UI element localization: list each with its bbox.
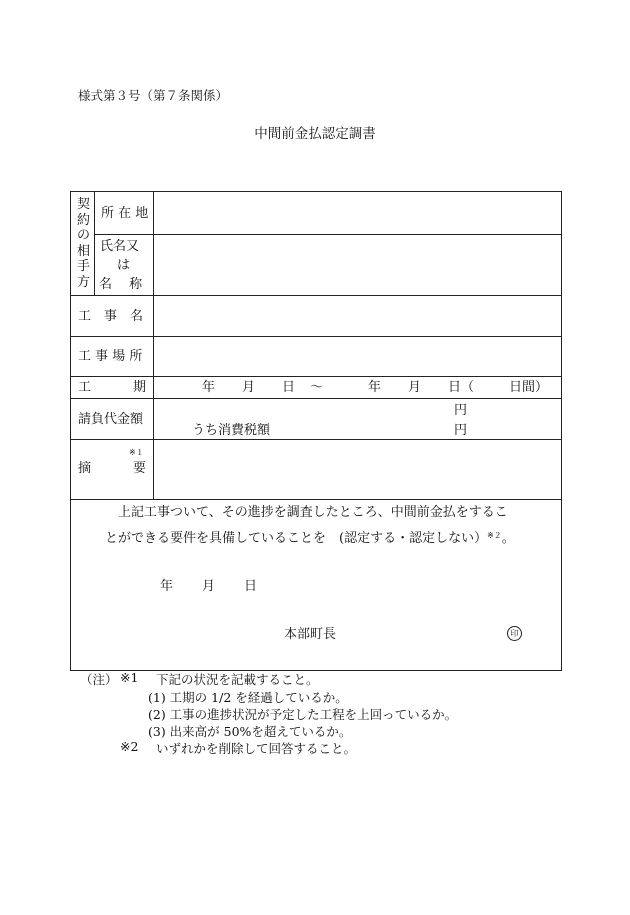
note1-text: 下記の状況を記載すること。 [156, 672, 319, 687]
contractor-label-char: 契 [77, 197, 91, 212]
row-divider [71, 499, 562, 500]
date-day: 日 [244, 579, 258, 594]
project-site-label: 工 事 場 所 [78, 349, 143, 364]
contract-amount-label: 請負代金額 [78, 412, 144, 427]
term-day-end: 日（ [448, 380, 475, 395]
term-year-end: 年 [368, 380, 382, 395]
term-label-1: 工 [78, 380, 92, 395]
contractor-label-char: 約 [77, 212, 91, 228]
summary-field[interactable] [154, 440, 561, 499]
project-name-field[interactable] [154, 296, 561, 336]
date-month: 月 [202, 579, 216, 594]
term-month-end: 月 [408, 380, 422, 395]
row-divider [71, 398, 562, 399]
term-days-total: 日間） [509, 380, 549, 395]
row-divider [71, 376, 562, 377]
contractor-label-char: 方 [77, 274, 91, 290]
term-day-start: 日 [282, 380, 296, 395]
summary-note-mark: ※１ [129, 448, 144, 457]
contract-amount-yen: 円 [454, 403, 468, 418]
name-label-line2: は [117, 258, 131, 273]
note1-sub3: (3) 出来高が 50%を超えているか。 [148, 724, 352, 739]
term-month-start: 月 [242, 380, 256, 395]
official-title: 本部町長 [284, 627, 337, 642]
term-label-2: 期 [133, 380, 147, 395]
note1-mark: ※1 [120, 670, 139, 685]
tax-label: うち消費税額 [192, 423, 271, 438]
contractor-label-char: の [77, 228, 91, 243]
certification-line2-text: とができる要件を具備していることを (認定する・認定しない） [105, 531, 488, 546]
project-name-label: 工 事 名 [78, 309, 144, 324]
seal-mark: 印 [507, 626, 522, 641]
summary-label-1: 摘 [78, 461, 92, 476]
address-field[interactable] [154, 193, 561, 234]
name-field[interactable] [154, 235, 561, 295]
note2-mark: ※2 [120, 739, 139, 754]
name-label-line1: 氏名又 [100, 239, 140, 254]
note1-sub1: (1) 工期の 1/2 を経過しているか。 [148, 690, 348, 705]
address-label: 所 在 地 [101, 206, 149, 221]
term-year-start: 年 [202, 380, 216, 395]
note2-text: いずれかを削除して回答すること。 [156, 741, 357, 756]
name-label-line3: 名 称 [99, 277, 143, 292]
tax-yen: 円 [454, 423, 468, 438]
certification-note-mark: ※２ [487, 531, 502, 540]
contractor-label-char: 相 [77, 243, 91, 259]
summary-label-2: 要 [133, 461, 147, 476]
notes-prefix: （注） [80, 672, 118, 687]
form-number: 様式第３号（第７条関係） [78, 88, 229, 103]
contractor-label [77, 197, 91, 290]
note1-sub2: (2) 工事の進捗状況が予定した工程を上回っているか。 [148, 707, 458, 722]
contractor-label-char: 手 [77, 259, 91, 274]
document-title: 中間前金払認定調書 [254, 126, 376, 142]
column-divider [94, 192, 95, 295]
certification-line2-end: 。 [501, 531, 515, 546]
certification-line2 [105, 532, 515, 545]
date-year: 年 [160, 579, 174, 594]
term-tilde: ～ [310, 380, 324, 395]
certification-form-table [70, 191, 562, 671]
certification-line1: 上記工事ついて、その進捗を調査したところ、中間前金払をするこ [118, 505, 508, 520]
project-site-field[interactable] [154, 337, 561, 376]
